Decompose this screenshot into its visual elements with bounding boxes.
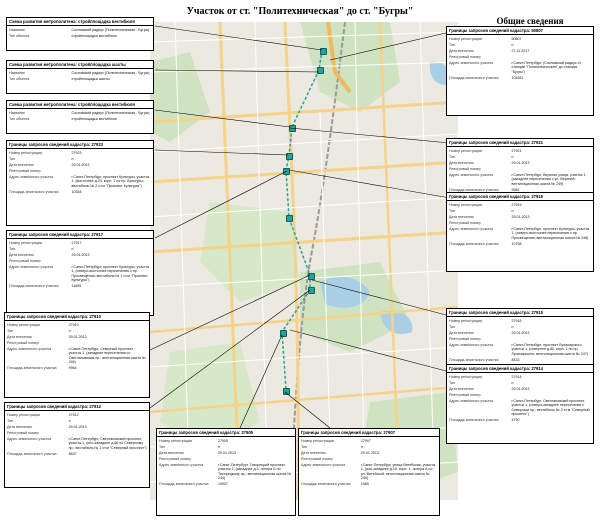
field-value: 27914 — [511, 374, 522, 379]
field-label: Реестровый номер — [9, 258, 41, 263]
field-value: п — [71, 156, 74, 161]
field-value: 10758 — [511, 241, 522, 246]
field-value: 29.01.2013 — [511, 214, 530, 219]
field-value — [511, 393, 591, 397]
info-box-title: Схема развития метрополитена: стройплощадка вестибюля — [7, 18, 153, 26]
field-label: Дата внесения — [449, 386, 474, 391]
field-label: Площадь земельного участка — [449, 187, 499, 192]
field-label: Дата внесения — [449, 330, 474, 335]
field-label: Название — [9, 110, 26, 115]
field-value — [361, 457, 437, 461]
info-box-bottom-2[interactable] — [298, 428, 440, 516]
info-box-left-6[interactable] — [4, 312, 150, 398]
major-road — [150, 162, 458, 182]
field-value — [511, 55, 591, 59]
site-marker[interactable] — [280, 330, 287, 337]
field-label: Реестровый номер — [449, 220, 481, 225]
field-label: Площадь земельного участка — [9, 284, 59, 289]
field-label: Тип объекта — [9, 76, 30, 81]
field-value: 29.01.2013 — [360, 450, 379, 455]
field-value: 29.01.2013 — [68, 424, 87, 429]
field-label: Дата внесения — [9, 162, 34, 167]
field-value: 29.01.2013 — [511, 160, 530, 165]
info-box-title: Границы запросов сведений кадастра: 50807 — [447, 27, 593, 35]
field-value: г.Санкт-Петербург, Тихорецкий проспект, участок 1, (западнее д.3, литера Б по Тихорецкому пр.; вентиляционная шахта № 244) — [217, 462, 292, 481]
field-label: Адрес земельного участка — [449, 60, 494, 65]
field-label: Номер регистрации — [449, 318, 482, 323]
field-label: Название — [9, 70, 26, 75]
field-value: 8433 — [511, 357, 520, 362]
info-box-left-7[interactable] — [4, 402, 150, 488]
field-value: 1565 — [360, 482, 369, 487]
field-value: п — [360, 444, 363, 449]
field-label: Площадь земельного участка — [301, 482, 351, 487]
field-value — [511, 337, 591, 341]
field-label: Площадь земельного участка — [449, 418, 499, 423]
field-label: Дата внесения — [7, 424, 32, 429]
field-value: 29.01.2013 — [511, 330, 530, 335]
field-label: Номер регистрации — [7, 322, 40, 327]
page-title: Участок от ст. "Политехническая" до ст. "Бугры" — [186, 6, 414, 17]
field-value — [218, 457, 293, 461]
field-value: п — [511, 380, 514, 385]
field-label: Адрес земельного участка — [7, 346, 52, 351]
field-label: Номер регистрации — [9, 150, 42, 155]
info-box-title: Границы запросов сведений кадастра: 27919 — [447, 193, 593, 201]
field-value: г.Санкт-Петербург, улица Витебская, участок 1, (юго-западнее д.10, корп. 1, литера А по ул. Витебской; вентиляционная шахта № 245) — [360, 462, 436, 481]
site-marker[interactable] — [308, 287, 315, 294]
info-box-left-4[interactable] — [6, 140, 154, 226]
site-marker[interactable] — [308, 273, 315, 280]
field-label: Номер регистрации — [449, 202, 482, 207]
field-value — [69, 431, 147, 435]
field-value: г.Санкт-Петербург, проспект Культуры, участок 1, (северо-восточнее пересечения с пр. Просвещения; вентиляционная шахта № 248) — [511, 226, 590, 240]
field-value — [511, 167, 591, 171]
field-label: Дата внесения — [449, 48, 474, 53]
field-label: Площадь земельного участка — [7, 366, 57, 371]
field-value: 27905 — [217, 438, 228, 443]
field-value — [511, 221, 591, 225]
field-value: стройплощадка шахты — [71, 76, 110, 81]
field-label: Тип — [449, 154, 455, 159]
field-label: Адрес земельного участка — [449, 398, 494, 403]
field-label: Тип — [449, 324, 455, 329]
field-label: Тип — [9, 156, 15, 161]
field-value: п — [217, 444, 220, 449]
field-label: Тип — [159, 444, 165, 449]
site-marker[interactable] — [286, 215, 293, 222]
major-road — [150, 232, 458, 252]
field-value: 27910 — [68, 322, 79, 327]
field-label: Реестровый номер — [9, 168, 41, 173]
info-box-left-3[interactable] — [6, 100, 154, 134]
field-value — [71, 259, 151, 263]
field-value: 10907 — [217, 482, 228, 487]
info-box-right-3[interactable] — [446, 192, 594, 272]
field-label: Адрес земельного участка — [449, 172, 494, 177]
field-label: Номер регистрации — [159, 438, 192, 443]
field-label: Площадь земельного участка — [449, 357, 499, 362]
field-label: Дата внесения — [301, 450, 326, 455]
field-label: Адрес земельного участка — [449, 226, 494, 231]
field-label: Адрес земельного участка — [9, 174, 54, 179]
field-label: Площадь земельного участка — [449, 75, 499, 80]
info-box-title: Границы запросов сведений кадастра: 27921 — [447, 139, 593, 147]
info-box-left-5[interactable] — [6, 230, 154, 316]
field-value — [71, 169, 151, 173]
park-area — [150, 52, 210, 142]
field-value: г.Санкт-Петербург, Светлановский проспект, участок 1, (юго-западнее д.66 по Северному пр.; вестибюль № 1 ст.м "Северный проспект") — [68, 436, 147, 450]
site-marker[interactable] — [317, 67, 324, 74]
field-label: Реестровый номер — [7, 430, 39, 435]
field-value: стройплощадка вестибюля — [71, 116, 117, 121]
field-value: п — [68, 328, 71, 333]
info-box-left-1[interactable] — [6, 17, 154, 51]
field-label: Номер регистрации — [449, 148, 482, 153]
field-value: 29.01.2013 — [71, 162, 90, 167]
field-label: Номер регистрации — [449, 36, 482, 41]
field-value: 27.11.2017 — [511, 48, 530, 53]
field-value: 29.01.2013 — [217, 450, 236, 455]
park-area — [200, 202, 300, 302]
field-value: г.Санкт-Петербург, Северный проспект, участок 1, (западнее пересечения со Светлановским пр.; вентиляционная шахта № 246) — [68, 346, 146, 365]
info-box-title: Границы запросов сведений кадастра: 27910 — [5, 313, 149, 321]
field-value: 11655 — [71, 284, 82, 289]
info-box-left-2[interactable] — [6, 60, 154, 94]
field-value: 27907 — [360, 438, 371, 443]
field-label: Реестровый номер — [301, 456, 333, 461]
field-label: Реестровый номер — [449, 54, 481, 59]
field-value: 27919 — [511, 202, 522, 207]
field-value: п — [68, 418, 71, 423]
field-label: Адрес земельного участка — [7, 436, 52, 441]
field-value: 104551 — [511, 75, 524, 80]
field-value: 27912 — [68, 412, 79, 417]
field-label: Дата внесения — [159, 450, 184, 455]
field-value: п — [71, 246, 74, 251]
field-value: г.Санкт-Петербург, (Сосновский радиус от станции "Политехническая" до станции "Бугры") — [511, 60, 582, 74]
info-box-title: Схема развития метрополитена: стройплощадка вестибюля — [7, 101, 153, 109]
field-label: Номер регистрации — [301, 438, 334, 443]
info-box-title: Границы запросов сведений кадастра: 27914 — [447, 365, 593, 373]
field-value: 50807 — [511, 36, 522, 41]
field-value: 9964 — [68, 366, 77, 371]
info-box-title: Границы запросов сведений кадастра: 27917 — [7, 231, 153, 239]
field-value: г.Санкт-Петербург, Верхняя улица, участок 1, (западнее пересечения с ул. Верхней; вентиляционная шахта № 249) — [511, 172, 587, 186]
field-value: г.Санкт-Петербург, проспект Культуры, участок 1, (северо-восточнее пересечения с пр. Просвещения; вестибюль № 1 ст.м "Проспект Культуры") — [71, 264, 150, 283]
field-value: стройплощадка вестибюля — [71, 33, 117, 38]
field-label: Тип — [449, 208, 455, 213]
field-value: 4790 — [511, 418, 520, 423]
field-label: Дата внесения — [449, 160, 474, 165]
field-value: п — [511, 154, 514, 159]
field-value: п — [511, 42, 514, 47]
field-label: Тип — [9, 246, 15, 251]
info-box-title: Схема развития метрополитена: стройплощадка шахты — [7, 61, 153, 69]
field-label: Тип — [301, 444, 307, 449]
field-label: Адрес земельного участка — [301, 462, 346, 467]
field-label: Площадь земельного участка — [449, 241, 499, 246]
field-label: Тип — [449, 42, 455, 47]
field-value: 27921 — [511, 148, 522, 153]
field-label: Площадь земельного участка — [7, 451, 57, 456]
field-label: Дата внесения — [9, 252, 34, 257]
field-value: 10354 — [71, 189, 82, 194]
field-label: Номер регистрации — [9, 240, 42, 245]
field-label: Название — [9, 27, 26, 32]
site-marker[interactable] — [286, 153, 293, 160]
field-label: Тип — [7, 328, 13, 333]
info-box-bottom-1[interactable] — [156, 428, 296, 516]
field-label: Дата внесения — [7, 334, 32, 339]
field-value: Сосновский радиус (Политехническая - Бугры) — [71, 70, 150, 75]
field-label: Тип — [449, 380, 455, 385]
field-value: 29.01.2013 — [71, 252, 90, 257]
field-label: Площадь земельного участка — [159, 482, 209, 487]
field-label: Номер регистрации — [7, 412, 40, 417]
field-value: г.Санкт-Петербург, Светлановский проспект, участок 1, (северо-западнее пересечения с Северным пр.; вестибюль № 2 ст.м "Северный проспект") — [511, 398, 590, 417]
field-label: Адрес земельного участка — [9, 264, 54, 269]
field-label: Реестровый номер — [449, 336, 481, 341]
info-box-title: Границы запросов сведений кадастра: 27923 — [7, 141, 153, 149]
info-box-right-1[interactable] — [446, 26, 594, 116]
field-value: Сосновский радиус (Политехническая - Бугры) — [71, 110, 150, 115]
field-value: 29.01.2013 — [68, 334, 87, 339]
field-value: 27923 — [71, 150, 82, 155]
field-label: Номер регистрации — [449, 374, 482, 379]
field-value: г.Санкт-Петербург, проспект Культуры, участок 1, (восточнее д.24, корп. 1 по пр. Культуры; вестибюль № 2 ст.м "Проспект Культуры") — [71, 174, 150, 188]
field-label: Реестровый номер — [159, 456, 191, 461]
site-marker[interactable] — [320, 48, 327, 55]
field-label: Адрес земельного участка — [159, 462, 204, 467]
field-value: 29.01.2013 — [511, 386, 530, 391]
info-box-title: Границы запросов сведений кадастра: 27907 — [299, 429, 439, 437]
field-label: Тип — [7, 418, 13, 423]
field-label: Тип объекта — [9, 33, 30, 38]
field-value: 27917 — [71, 240, 82, 245]
info-box-right-5[interactable] — [446, 364, 594, 444]
info-box-title: Границы запросов сведений кадастра: 27915 — [447, 309, 593, 317]
field-label: Реестровый номер — [449, 392, 481, 397]
field-value: Сосновский радиус (Политехническая - Бугры) — [71, 27, 150, 32]
site-marker[interactable] — [289, 125, 296, 132]
info-box-title: Границы запросов сведений кадастра: 27905 — [157, 429, 295, 437]
field-value: 8637 — [68, 451, 77, 456]
field-value: г.Санкт-Петербург, проспект Луначарского, участок 1, (севернее д.80, корп. 1 по пр. Луначарского; вентиляционная шахта № 247) — [511, 342, 588, 356]
info-box-right-2[interactable] — [446, 138, 594, 194]
field-label: Тип объекта — [9, 116, 30, 121]
info-box-title: Границы запросов сведений кадастра: 27912 — [5, 403, 149, 411]
field-label: Адрес земельного участка — [449, 342, 494, 347]
field-label: Реестровый номер — [449, 166, 481, 171]
field-label: Дата внесения — [449, 214, 474, 219]
field-value: п — [511, 324, 514, 329]
field-value — [69, 341, 147, 345]
field-label: Реестровый номер — [7, 340, 39, 345]
field-value: 9981 — [511, 187, 520, 192]
field-value: 27915 — [511, 318, 522, 323]
site-marker[interactable] — [283, 388, 290, 395]
field-value: п — [511, 208, 514, 213]
info-box-right-4[interactable] — [446, 308, 594, 366]
field-label: Площадь земельного участка — [9, 189, 59, 194]
site-marker[interactable] — [283, 168, 290, 175]
general-info-title: Общие сведения — [496, 16, 564, 26]
